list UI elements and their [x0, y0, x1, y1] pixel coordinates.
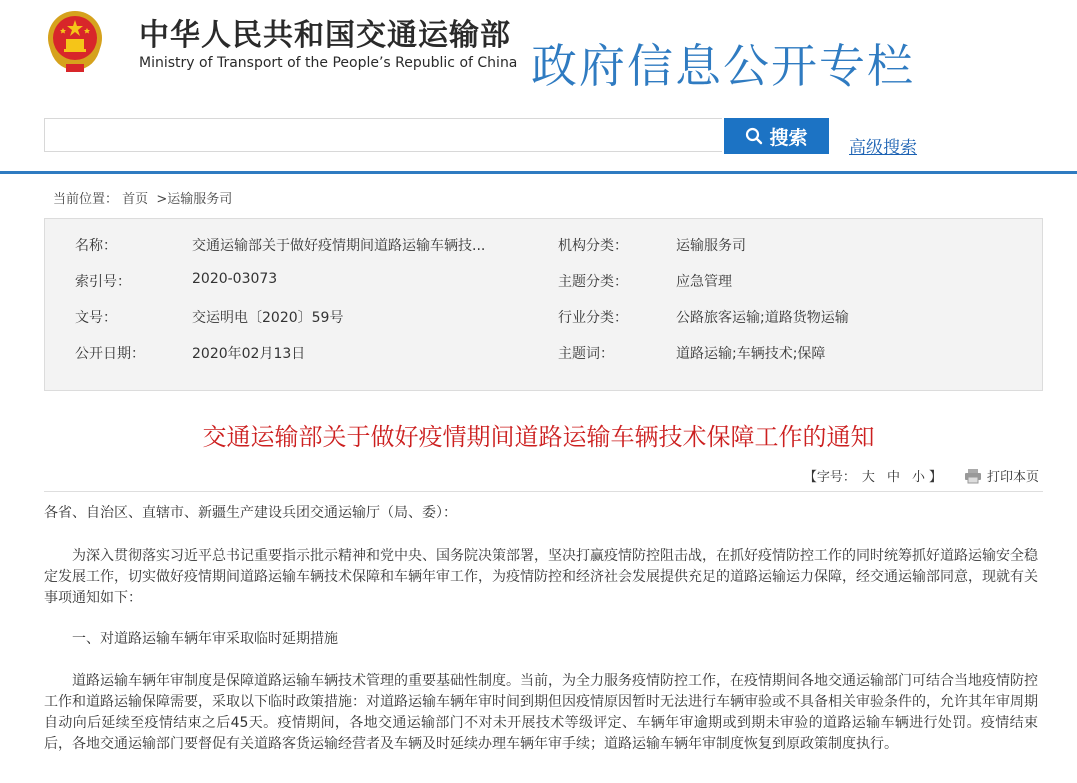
ministry-english-name: Ministry of Transport of the People’s Republic of China	[139, 55, 518, 71]
meta-index-label: 索引号：	[75, 274, 131, 290]
meta-keyword-label: 主题词：	[558, 346, 614, 362]
meta-topic-value: 应急管理	[676, 274, 732, 290]
meta-name-label: 名称：	[75, 238, 117, 254]
metadata-panel	[44, 218, 1043, 391]
info-disclosure-title: 政府信息公开专栏	[531, 39, 915, 93]
meta-name	[75, 235, 117, 255]
search-button-label: 搜索	[769, 126, 808, 149]
meta-org-label: 机构分类：	[558, 238, 628, 254]
font-size-medium-button[interactable]: 中	[886, 470, 900, 485]
salutation: 各省、自治区、直辖市、新疆生产建设兵团交通运输厅（局、委）：	[44, 505, 457, 521]
search-input[interactable]	[44, 118, 722, 152]
national-emblem-icon	[44, 6, 106, 76]
meta-industry-label: 行业分类：	[558, 310, 628, 326]
meta-name-value: 交通运输部关于做好疫情期间道路运输车辆技...	[192, 238, 486, 254]
article-toolbar	[804, 466, 1039, 485]
meta-industry-value: 公路旅客运输;道路货物运输	[676, 310, 849, 326]
paragraph-intro: 为深入贯彻落实习近平总书记重要指示批示精神和党中央、国务院决策部署，坚决打赢疫情防控阻击战，在抓好疫情防控工作的同时统筹抓好道路运输安全稳定发展工作，切实做好疫情期间道路运输车辆技术保障和车辆年审工作，为疫情防控和经济社会发展提供充足的道路运输运力保障，经交通运输部同意，现就有关事项通知如下：	[44, 548, 1038, 606]
document-title: 交通运输部关于做好疫情期间道路运输车辆技术保障工作的通知	[202, 423, 875, 451]
meta-org-value: 运输服务司	[676, 238, 746, 254]
font-size-large-button[interactable]: 大	[861, 470, 875, 485]
print-button[interactable]	[964, 466, 1039, 485]
breadcrumb-separator: >	[156, 192, 168, 207]
meta-docno-label: 文号：	[75, 310, 117, 326]
breadcrumb-current-link[interactable]: 运输服务司	[167, 192, 233, 207]
breadcrumb-label: 当前位置：	[53, 192, 119, 207]
font-size-close: 】	[928, 470, 942, 485]
printer-icon	[964, 468, 982, 484]
meta-topic-label: 主题分类：	[558, 274, 628, 290]
print-label: 打印本页	[986, 470, 1039, 485]
section-heading-1: 一、对道路运输车辆年审采取临时延期措施	[72, 631, 338, 647]
breadcrumb-home-link[interactable]: 首页	[122, 192, 149, 207]
advanced-search-link[interactable]: 高级搜索	[849, 138, 917, 158]
ministry-chinese-name: 中华人民共和国交通运输部	[139, 18, 511, 53]
search-icon	[745, 127, 763, 145]
font-size-small-button[interactable]: 小	[911, 470, 925, 485]
meta-date-label: 公开日期：	[75, 346, 145, 362]
site-header	[0, 0, 1077, 172]
content-divider	[44, 491, 1043, 492]
meta-date-value: 2020年02月13日	[192, 346, 306, 362]
header-divider	[0, 171, 1077, 174]
paragraph-section-1: 道路运输车辆年审制度是保障道路运输车辆技术管理的重要基础性制度。当前，为全力服务疫情防控工作，在疫情期间各地交通运输部门可结合当地疫情防控工作和道路运输保障需要，采取以下临时政策措施：对道路运输车辆年审时间到期但因疫情原因暂时无法进行车辆审验或不具备相关审验条件的，允许其年审周期自动向后延续至疫情结束之后45天。疫情期间，各地交通运输部门不对未开展技术等级评定、车辆年审逾期或到期未审验的道路运输车辆进行处罚。疫情结束后，各地交通运输部门要督促有关道路客货运输经营者及车辆及时延续办理车辆年审手续；道路运输车辆年审制度恢复到原政策制度执行。	[44, 673, 1038, 752]
search-button[interactable]	[724, 118, 829, 154]
meta-docno-value: 交运明电〔2020〕59号	[192, 310, 344, 326]
meta-index-value: 2020-03073	[192, 271, 278, 287]
meta-keyword-value: 道路运输;车辆技术;保障	[676, 346, 826, 362]
font-size-label: 【字号：	[803, 470, 856, 485]
breadcrumb	[53, 188, 232, 207]
